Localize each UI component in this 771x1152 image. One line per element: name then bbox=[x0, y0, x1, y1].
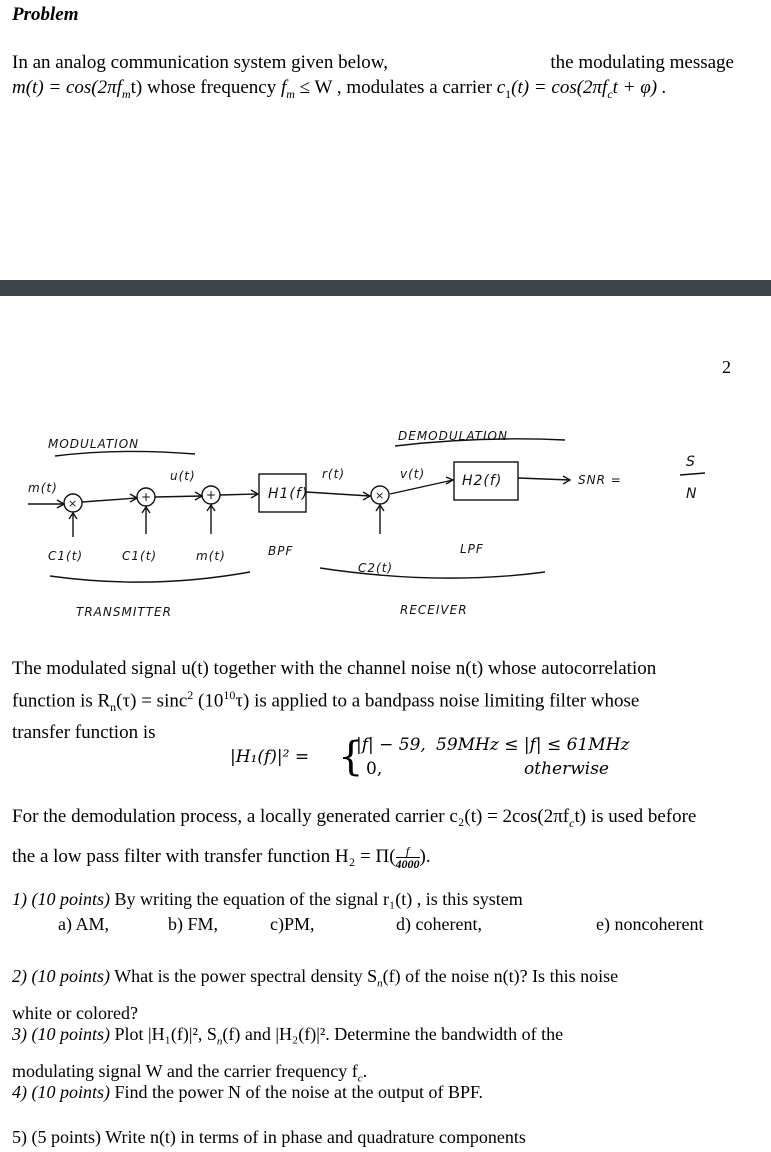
block-diagram bbox=[0, 400, 771, 630]
q5-text: Write n(t) in terms of in phase and quadrature components bbox=[105, 1127, 526, 1147]
c1-label-b: C1(t) bbox=[122, 549, 158, 563]
mt-bottom-label: m(t) bbox=[196, 549, 226, 563]
para1-line1: The modulated signal u(t) together with the channel noise n(t) whose autocorrelation bbox=[12, 658, 657, 679]
intro-msg-eq: m(t) = cos(2πf bbox=[12, 77, 122, 98]
question-4 bbox=[12, 1078, 742, 1107]
para1 bbox=[12, 656, 734, 746]
para2-line2: the a low pass filter with transfer function H₂ = Π( $\frac{f}{4000}$ ). bbox=[12, 843, 431, 871]
intro-fm: f bbox=[280, 77, 287, 98]
mult-2-symbol: × bbox=[375, 489, 386, 502]
transmitter-label: TRANSMITTER bbox=[76, 605, 172, 619]
h1-eq-case2: 0, bbox=[366, 759, 383, 779]
add-1-symbol: + bbox=[141, 490, 153, 504]
h1-eq-lhs: |H₁(f)|² = bbox=[230, 747, 310, 767]
line-mult2-to-h2 bbox=[390, 480, 453, 494]
q1-option-b: b) FM, bbox=[168, 914, 219, 934]
intro-line2-d: ≤ W , modulates a carrier bbox=[299, 77, 492, 98]
vt-label: v(t) bbox=[400, 467, 426, 481]
h1-eq-cond1: 59MHz ≤ |f| ≤ 61MHz bbox=[436, 735, 630, 755]
para2-line1: For the demodulation process, a locally generated carrier $c_2(t) = 2\cos(2\pi f_ct)$ is used before bbox=[12, 806, 697, 830]
q4-points: 4) (10 points) bbox=[12, 1082, 110, 1102]
line-add2-to-h1 bbox=[220, 494, 258, 495]
q3-line2: modulating signal W and the carrier frequency f bbox=[12, 1060, 358, 1081]
para2 bbox=[12, 800, 734, 874]
modulation-label: MODULATION bbox=[48, 437, 140, 451]
c1-label-a: C1(t) bbox=[48, 549, 84, 563]
demodulation-label: DEMODULATION bbox=[398, 429, 508, 443]
add-2-symbol: + bbox=[206, 488, 218, 502]
q1-option-a: a) AM, bbox=[58, 914, 109, 934]
h1-eq-cond2: otherwise bbox=[524, 759, 609, 779]
line-mult-to-add1 bbox=[82, 498, 137, 502]
intro-paragraph: In an analog communication system given below, the modulating message $m(t) = \cos(2\pi f_mt)$ whose frequency $f_m \le W$ , modulates a carrier $c_1(t) = \cos(2\pi f_ct + \varphi)$ . bbox=[12, 52, 734, 101]
bpf-label: BPF bbox=[268, 544, 294, 558]
q1-text: By writing the equation of the signal r₁(t) , is this system bbox=[114, 889, 523, 909]
intro-line1-a: In an analog communication system given below, bbox=[12, 52, 389, 73]
q3-points: 3) (10 points) bbox=[12, 1024, 110, 1044]
h1-eq-brace: { bbox=[338, 734, 364, 780]
receiver-label: RECEIVER bbox=[400, 603, 468, 617]
problem-title: Problem bbox=[12, 4, 79, 25]
transmitter-bracket bbox=[50, 572, 250, 582]
intro-carrier: c bbox=[496, 77, 506, 98]
h1-box-label: H1(f) bbox=[268, 486, 309, 502]
q2-line2: white or colored? bbox=[12, 1002, 138, 1023]
q4-text: Find the power N of the noise at the output of BPF. bbox=[114, 1082, 484, 1102]
line-h2-to-snr bbox=[518, 478, 570, 480]
q2-text: What is the power spectral density S bbox=[114, 966, 378, 986]
c2-label: C2(t) bbox=[358, 561, 394, 575]
question-5 bbox=[12, 1123, 742, 1152]
q1-option-c: c)PM, bbox=[270, 914, 315, 934]
intro-line2-b: t) whose frequency bbox=[130, 77, 277, 98]
q2-points: 2) (10 points) bbox=[12, 966, 110, 986]
h1-eq-case1: |f| − 59, bbox=[356, 735, 426, 755]
snr-s-label: S bbox=[686, 454, 696, 470]
q1-points: 1) (10 points) bbox=[12, 889, 110, 909]
h2-box-label: H2(f) bbox=[462, 473, 503, 489]
modulation-bracket bbox=[55, 451, 195, 456]
para1-line3: transfer function is bbox=[12, 722, 156, 744]
mt-input-label: m(t) bbox=[28, 481, 58, 495]
intro-carrier-eq: (t) = cos(2πf bbox=[511, 77, 608, 98]
question-2: 2) (10 points) What is the power spectral density $S_n(f)$ of the noise n(t)? Is this noise white or colored? bbox=[12, 962, 742, 1028]
question-1 bbox=[12, 885, 742, 914]
intro-line1-b: the modulating message bbox=[550, 52, 734, 73]
receiver-bracket bbox=[320, 568, 545, 578]
lpf-label: LPF bbox=[460, 542, 484, 556]
q1-option-e: e) noncoherent bbox=[596, 914, 704, 934]
rt-label: r(t) bbox=[322, 467, 346, 481]
question-3: 3) (10 points) Plot |H₁(f)|², $S_n(f)$ and |H₂(f)|². Determine the bandwidth of the modulating signal W and the carrier frequency $f_c$. bbox=[12, 1024, 564, 1085]
q3-text: Plot |H₁(f)|², S bbox=[114, 1024, 217, 1044]
para1-line2: function is $R_n(\tau) = \sin c^2$ $(10^{10}\tau)$ is applied to a bandpass noise limiting filter whose bbox=[12, 688, 640, 715]
snr-n-label: N bbox=[686, 486, 698, 502]
h1-equation bbox=[230, 735, 690, 785]
intro-carrier-end: t + φ) . bbox=[612, 77, 667, 98]
mult-1-symbol: × bbox=[68, 497, 79, 510]
q5-points: 5) (5 points) bbox=[12, 1127, 101, 1147]
ut-label: u(t) bbox=[170, 469, 196, 483]
page-divider bbox=[0, 280, 771, 296]
line-add1-to-add2 bbox=[155, 496, 202, 497]
page-number: 2 bbox=[722, 357, 731, 377]
q1-option-d: d) coherent, bbox=[396, 914, 482, 934]
snr-label: SNR = bbox=[578, 473, 622, 487]
line-h1-to-mult2 bbox=[306, 492, 370, 496]
